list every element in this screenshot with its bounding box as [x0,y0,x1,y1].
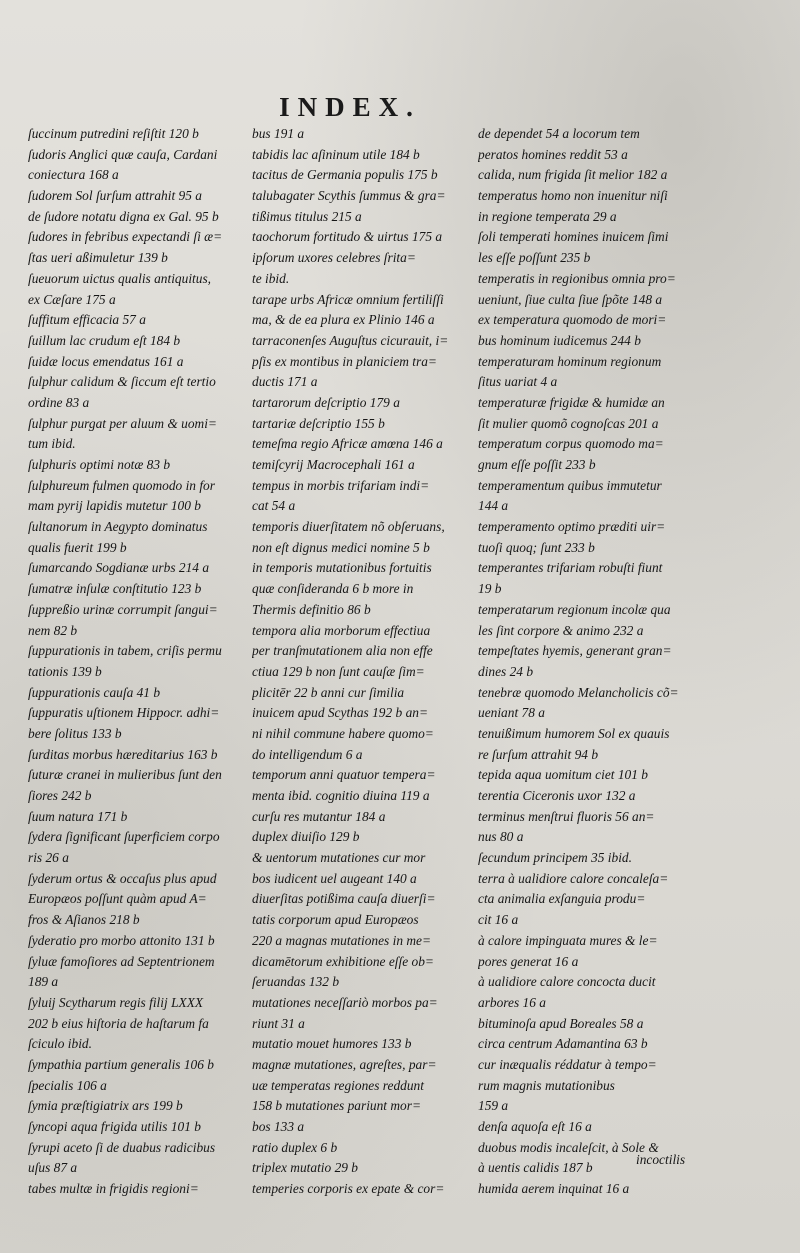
page-title: INDEX. [279,92,421,122]
index-entry-line: riunt 31 a [252,1015,305,1031]
index-entry-line: ſueuorum uictus qualis antiquitus, [28,270,212,286]
index-entry-line: ſyderatio pro morbo attonito 131 b [28,932,215,948]
index-entry-line: magnæ mutationes, agreſtes, par= [252,1056,437,1072]
index-entry-line: temperatum corpus quomodo ma= [478,436,664,452]
index-entry-line: 159 a [478,1098,509,1114]
index-entry-line: tepida aqua uomitum ciet 101 b [478,767,648,783]
index-entry-line: dines 24 b [478,663,534,679]
index-entry-line: pores generat 16 a [478,953,579,969]
index-entry-line: bere ſolitus 133 b [28,725,122,741]
index-entry-line: tarape urbs Africæ omnium fertiliſſi [252,291,444,307]
index-entry-line: ſuppreßio urinæ corrumpit ſangui= [28,601,218,617]
index-entry-line: tarraconenſes Auguſtus cicurauit, i= [252,332,449,348]
index-entry-line: do intelligendum 6 a [252,746,363,762]
index-entry-line: temperantes trifariam robuſti fiunt [478,560,663,576]
index-entry-line: ſuillum lac crudum eſt 184 b [28,332,181,348]
index-entry-line: fros & Aſianos 218 b [28,912,140,928]
index-entry-line: ſit mulier quomõ cognoſcas 201 a [478,415,659,431]
index-entry-line: menta ibid. cognitio diuina 119 a [252,788,430,803]
index-entry-line: ſulphur calidum & ſiccum eſt tertio [28,374,216,390]
index-entry-line: ſuppurationis in tabem, criſis permu [28,643,222,659]
index-entry-line: ni nihil commune habere quomo= [252,725,434,741]
index-column-2 [252,124,477,1200]
index-entry-line: ſitus uariat 4 a [478,374,558,390]
index-entry-line: ſyncopi aqua frigida utilis 101 b [28,1119,201,1134]
catchword: incoctilis [636,1152,686,1167]
index-entry-line: talubagater Scythis ſummus & gra= [252,188,446,204]
index-column-3 [478,124,710,1200]
index-entry-line: temperamento optimo præditi uir= [478,519,666,535]
index-entry-line: taochorum fortitudo & uirtus 175 a [252,229,443,245]
index-entry-line: ſydera ſignificant ſuperficiem corpo [28,829,220,845]
index-entry-line: ſuidæ locus emendatus 161 a [28,353,184,369]
index-entry-line: tacitus de Germania populis 175 b [252,167,438,183]
index-entry-line: per tranſmutationem alia non effe [252,643,433,659]
index-entry-line: tatis corporum apud Europæos [252,912,419,928]
index-entry-line: ſuum natura 171 b [28,808,128,824]
index-entry-line: bituminoſa apud Boreales 58 a [478,1015,644,1031]
index-entry-line: 220 a magnas mutationes in me= [252,932,432,948]
index-entry-line: tum ibid. [28,436,76,452]
index-entry-line: ſudores in febribus expectandi ſi æ= [28,229,223,245]
index-entry-line: ſyluij Scytharum regis filij LXXX [28,994,204,1010]
index-entry-line: tempora alia morborum effectiua [252,622,431,638]
index-entry-line: & uentorum mutationes cur mor [252,850,426,866]
index-entry-line: ſtas ueri aßimuletur 139 b [28,250,168,266]
index-entry-line: 144 a [478,498,509,514]
index-entry-line: ſeruandas 132 b [252,974,340,990]
index-entry-line: arbores 16 a [478,994,546,1010]
index-entry-line: triplex mutatio 29 b [252,1160,359,1176]
index-entry-line: ſulphur purgat per aluum & uomi= [28,415,217,431]
index-entry-line: ſuturæ cranei in mulieribus ſunt den [28,767,222,783]
index-entry-line: ſyderum ortus & occaſus plus apud [28,870,217,886]
index-entry-line: in temporis mutationibus fortuitis [252,560,432,576]
index-entry-line: ſyrupi aceto ſi de duabus radicibus [28,1139,216,1155]
index-entry-line: ſultanorum in Aegypto dominatus [28,519,208,535]
index-entry-line: ſulphuris optimi notæ 83 b [28,457,171,472]
index-entry-line: curſu res mutantur 184 a [252,808,386,824]
index-entry-line: ſumatræ inſulæ conſtitutio 123 b [28,581,202,597]
index-entry-line: ſciculo ibid. [28,1036,92,1052]
index-entry-line: coniectura 168 a [28,167,119,183]
index-entry-line: ipſorum uxores celebres ſrita= [252,250,416,266]
index-entry-line: tabes multæ in frigidis regioni= [28,1181,199,1197]
index-entry-line: 158 b mutationes pariunt mor= [252,1098,421,1114]
index-entry-line: bos iudicent uel augeant 140 a [252,870,417,886]
index-entry-line: ex Cæſare 175 a [28,291,116,307]
index-entry-line: terminus menſtrui fluoris 56 an= [478,808,655,824]
index-entry-line: cta animalia exſanguia produ= [478,891,646,907]
index-entry-line: nus 80 a [478,829,524,845]
index-entry-line: ſurditas morbus hæreditarius 163 b [28,746,218,762]
index-entry-line: tißimus titulus 215 a [252,208,362,224]
index-entry-line: qualis fuerit 199 b [28,539,127,555]
index-entry-line: cit 16 a [478,912,519,928]
index-entry-line: à ualidiore calore concocta ducit [478,974,656,990]
index-entry-line: bos 133 a [252,1119,305,1134]
index-entry-line: denſa aquoſa eſt 16 a [478,1119,592,1134]
index-entry-line: diuerſitas potißima cauſa diuerſi= [252,891,436,907]
index-entry-line: ſudoris Anglici quæ cauſa, Cardani [28,146,218,162]
index-entry-line: temporis diuerſitatem nõ obſeruans, [252,519,445,535]
index-entry-line: ſiores 242 b [28,788,92,803]
index-entry-line: bus hominum iudicemus 244 b [478,332,641,348]
index-entry-line: te ibid. [252,270,290,286]
index-entry-line: de dependet 54 a locorum tem [478,126,640,141]
index-entry-line: mam pyrij lapidis mutetur 100 b [28,498,201,514]
index-entry-line: ductis 171 a [252,374,318,390]
index-entry-line: ratio duplex 6 b [252,1139,338,1155]
index-entry-line: les ſint corpore & animo 232 a [478,622,644,638]
index-entry-line: dicamētorum exhibitione eſſe ob= [252,953,434,969]
index-entry-line: uſus 87 a [28,1160,78,1176]
index-entry-line: de ſudore notatu digna ex Gal. 95 b [28,208,219,224]
index-entry-line: ſyluæ famoſiores ad Septentrionem [28,953,215,969]
index-entry-line: ſpecialis 106 a [28,1077,107,1093]
index-entry-line: ma, & de ea plura ex Plinio 146 a [252,312,435,328]
index-entry-line: temporum anni quatuor tempera= [252,767,436,783]
index-entry-line: 19 b [478,581,502,597]
index-entry-line: Europæos poſſunt quàm apud A= [28,891,207,907]
index-entry-line: duplex diuiſio 129 b [252,829,360,845]
index-entry-line: rum magnis mutationibus [478,1077,615,1093]
index-entry-line: in regione temperata 29 a [478,208,617,224]
index-entry-line: ſumarcando Sogdianæ urbs 214 a [28,560,210,576]
index-entry-line: tenuißimum humorem Sol ex quauis [478,725,670,741]
index-entry-line: pſis ex montibus in planiciem tra= [252,353,437,369]
index-entry-line: tuoſi quoq; ſunt 233 b [478,539,595,555]
index-entry-line: temperatus homo non inuenitur niſi [478,188,668,204]
index-entry-line: circa centrum Adamantina 63 b [478,1036,648,1052]
index-entry-line: à calore impinguata mures & le= [478,932,658,948]
index-entry-line: tempeſtates hyemis, generant gran= [478,643,672,659]
index-entry-line: 202 b eius hiſtoria de haſtarum fa [28,1015,209,1031]
index-entry-line: ex temperatura quomodo de mori= [478,312,667,328]
index-entry-line: temperatarum regionum incolæ qua [478,601,671,617]
index-entry-line: terra à ualidiore calore concaleſa= [478,870,669,886]
index-entry-line: les eſſe poſſunt 235 b [478,250,591,266]
index-entry-line: ris 26 a [28,850,69,866]
index-entry-line: temiſcyrij Macrocephali 161 a [252,457,415,472]
index-entry-line: tabidis lac aſininum utile 184 b [252,146,420,162]
index-entry-line: Thermis definitio 86 b [252,601,371,617]
index-entry-line: à uentis calidis 187 b [478,1160,593,1176]
index-entry-line: temperaturæ frigidæ & humidæ an [478,394,665,410]
index-entry-line: cat 54 a [252,498,296,514]
index-entry-line: duobus modis incaleſcit, à Sole & [478,1139,659,1155]
index-column-1 [28,124,253,1200]
index-entry-line: nem 82 b [28,622,78,638]
index-entry-line: temperaturam hominum regionum [478,353,662,369]
index-entry-line: temperatis in regionibus omnia pro= [478,270,676,286]
index-entry-line: quæ conſideranda 6 b more in [252,581,414,597]
index-entry-line: bus 191 a [252,126,305,141]
index-entry-line: temperamentum quibus immutetur [478,477,662,493]
index-entry-line: ueniant 78 a [478,705,545,721]
index-entry-line: ſoli temperati homines inuicem ſimi [478,229,669,245]
index-entry-line: ctiua 129 b non ſunt cauſæ ſim= [252,663,425,679]
index-entry-line: ſympathia partium generalis 106 b [28,1056,214,1072]
index-entry-line: ſuccinum putredini reſiſtit 120 b [28,126,199,141]
index-entry-line: temeſma regio Africæ amœna 146 a [252,436,443,452]
index-entry-line: gnum eſſe poſſit 233 b [478,457,596,472]
index-entry-line: inuicem apud Scythas 192 b an= [252,705,429,721]
index-entry-line: uæ temperatas regiones reddunt [252,1077,424,1093]
index-entry-line: ordine 83 a [28,394,90,410]
index-entry-line: cur inæqualis réddatur à tempo= [478,1056,657,1072]
index-entry-line: ſuppurationis cauſa 41 b [28,684,161,700]
index-entry-line: ſulphureum fulmen quomodo in for [28,477,215,493]
index-entry-line: ſuppuratis uſtionem Hippocr. adhi= [28,705,220,721]
index-entry-line: plicitēr 22 b anni cur ſimilia [252,684,405,700]
index-entry-line: ſuffitum efficacia 57 a [28,312,146,328]
index-entry-line: tenebræ quomodo Melancholicis cõ= [478,684,679,700]
index-entry-line: mutatio mouet humores 133 b [252,1036,412,1052]
index-entry-line: re ſurſum attrahit 94 b [478,746,599,762]
index-entry-line: ſymia præſtigiatrix ars 199 b [28,1098,183,1114]
index-entry-line: 189 a [28,974,59,990]
index-entry-line: non eſt dignus medici nomine 5 b [252,539,430,555]
index-entry-line: peratos homines reddit 53 a [478,146,628,162]
index-entry-line: tartarorum deſcriptio 179 a [252,394,400,410]
index-entry-line: temperies corporis ex epate & cor= [252,1181,445,1197]
index-entry-line: terentia Ciceronis uxor 132 a [478,788,636,803]
index-entry-line: ueniunt, ſiue culta ſiue ſpõte 148 a [478,291,663,307]
index-entry-line: tationis 139 b [28,663,102,679]
index-entry-line: ſudorem Sol ſurſum attrahit 95 a [28,188,202,204]
index-entry-line: tempus in morbis trifariam indi= [252,477,430,493]
index-entry-line: calida, num frigida ſit melior 182 a [478,167,668,183]
index-entry-line: tartariæ deſcriptio 155 b [252,415,385,431]
index-entry-line: humida aerem inquinat 16 a [478,1181,630,1197]
index-entry-line: mutationes neceſſariò morbos pa= [252,994,438,1010]
index-entry-line: ſecundum principem 35 ibid. [478,850,632,866]
